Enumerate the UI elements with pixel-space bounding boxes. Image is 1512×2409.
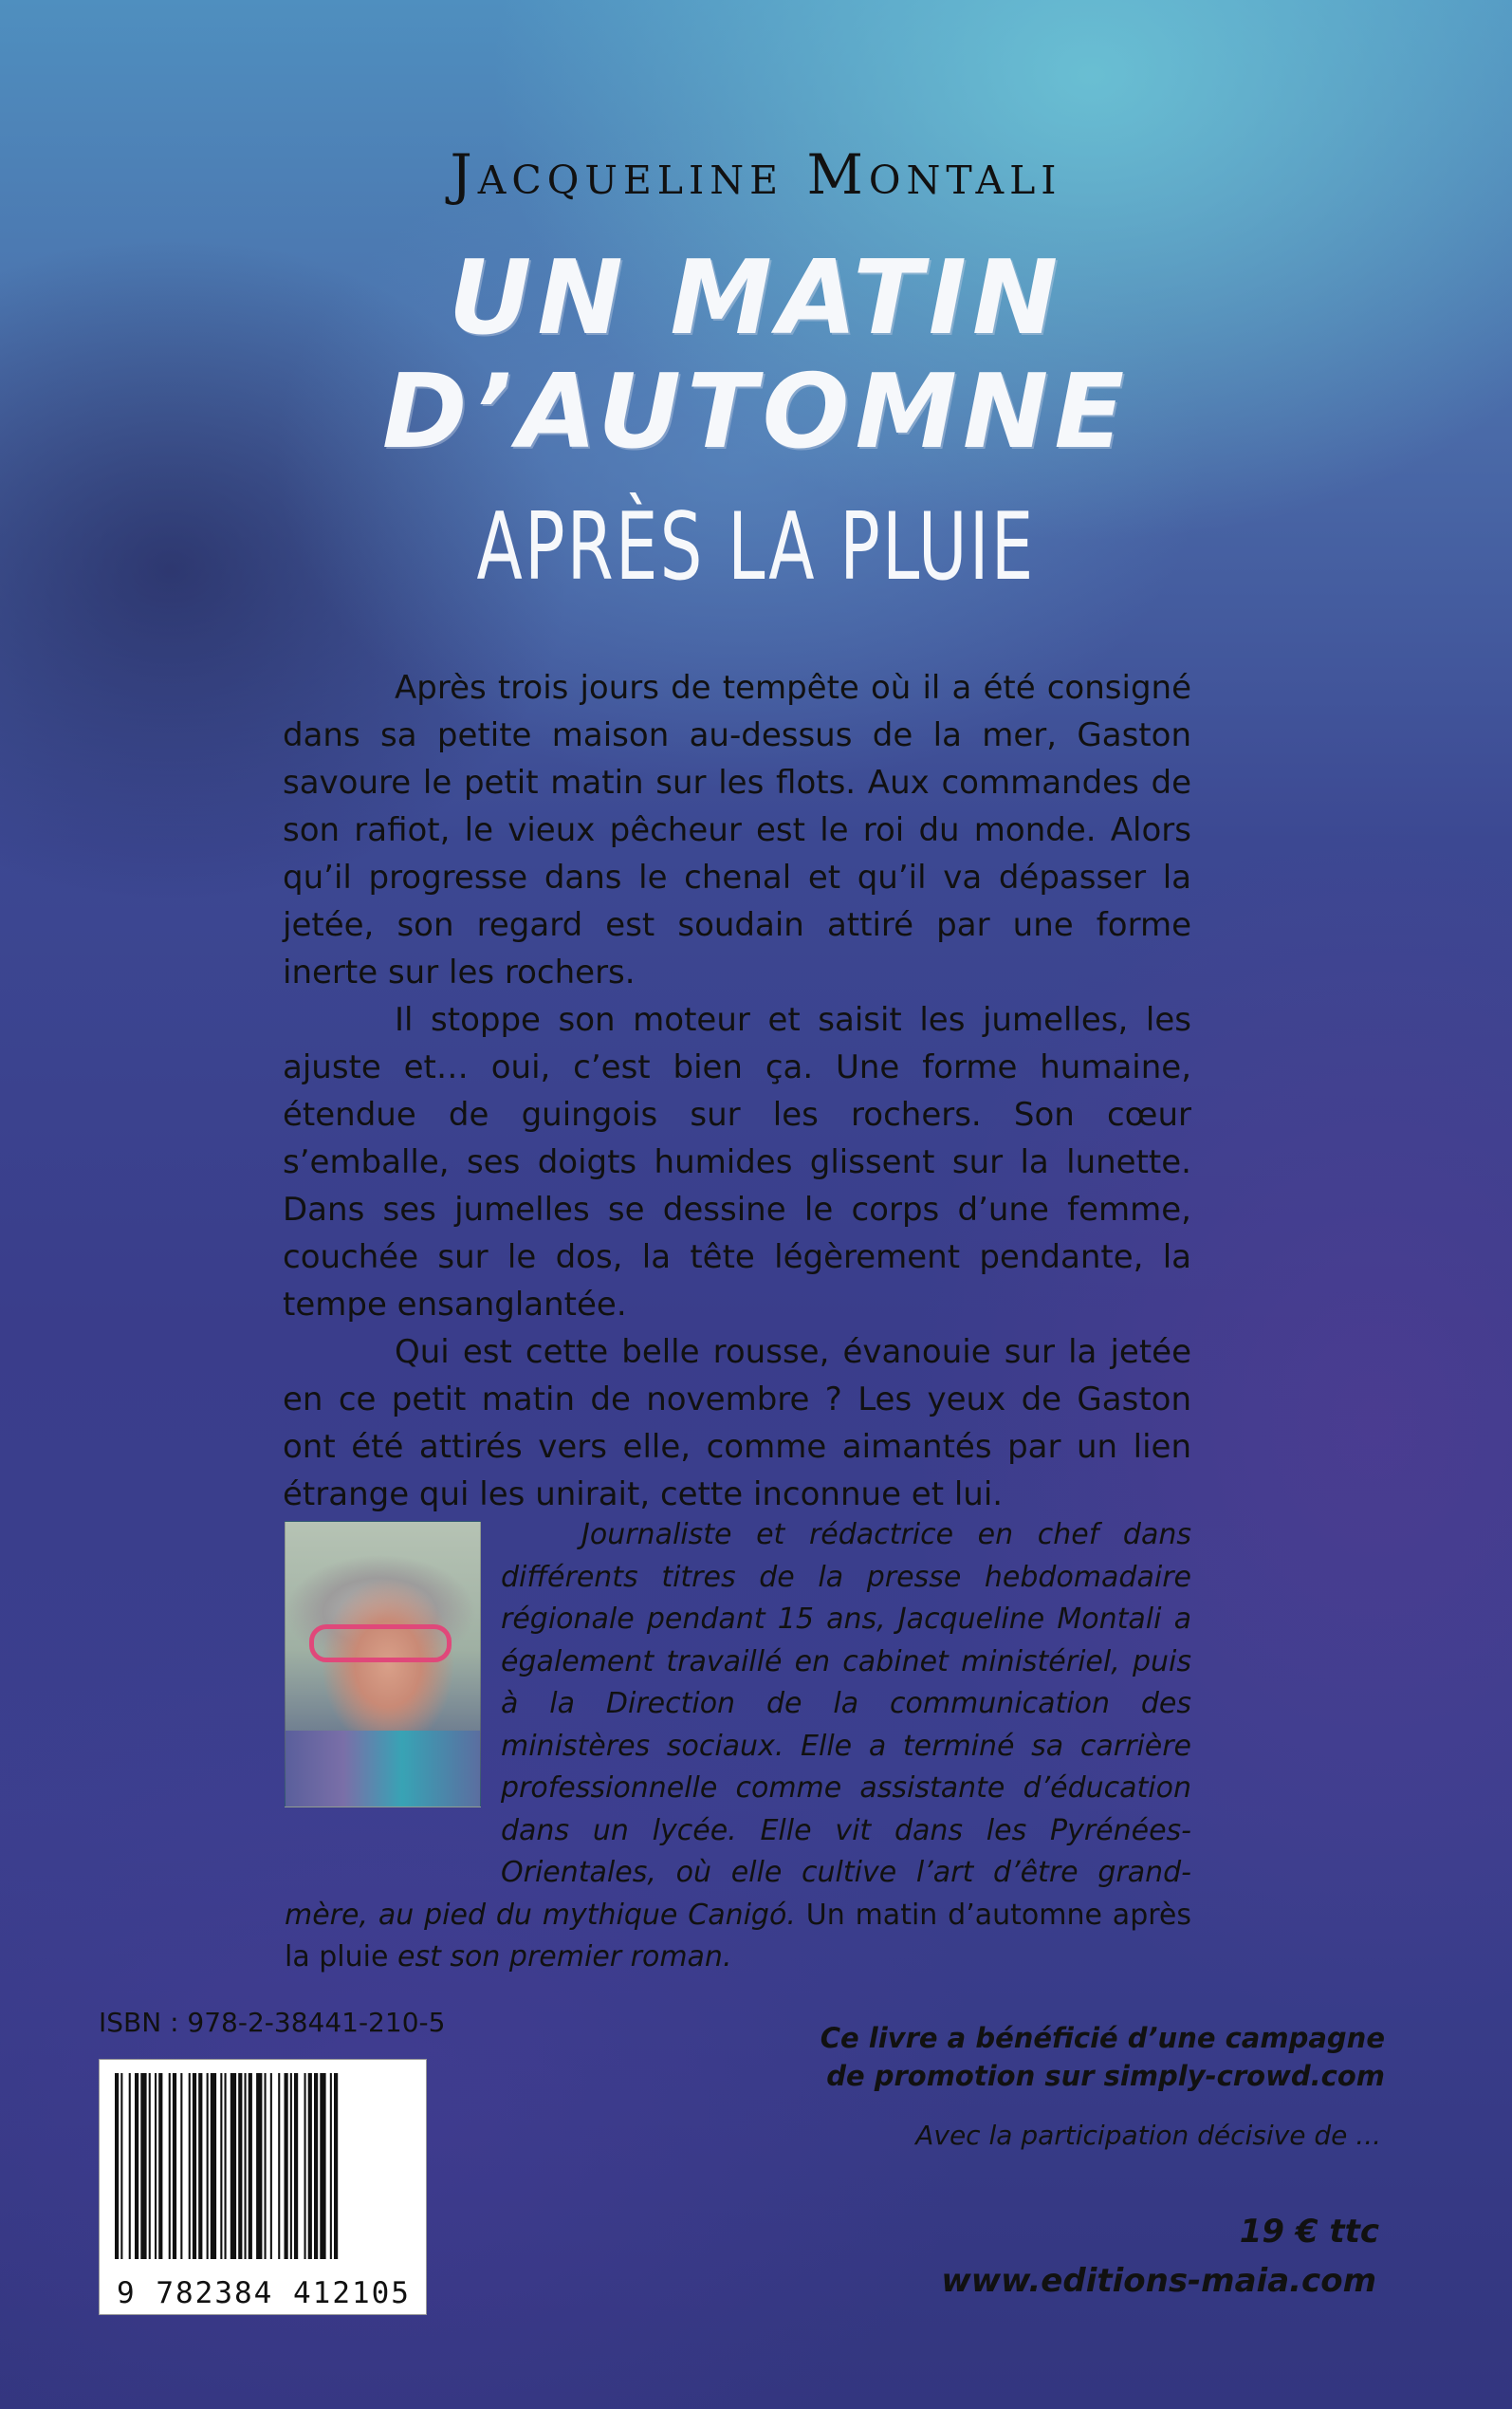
price: 19 € ttc (1239, 2213, 1379, 2251)
barcode-bar (334, 2073, 338, 2259)
title-line-1: UN MATIN (448, 239, 1064, 358)
barcode-bar (314, 2073, 318, 2259)
bio-text: Journaliste et rédactrice en chef dans différents titres de la presse hebdomadaire régionale pendant 15 ans, Jacqueline Montali a également travaillé en cabinet ministériel, puis à la Direction de la communication des ministères sociaux. Elle a terminé sa carrière professionnelle comme assistante d’éducation dans un lycée. Elle vit dans les Pyrénées-Orientales, où elle cultive l’art d’être grand-mère, au pied du mythique Canigó. (285, 1518, 1191, 1932)
barcode-bar (193, 2073, 196, 2259)
promo-line-2: de promotion sur simply-crowd.com (826, 2060, 1385, 2092)
barcode-bar (230, 2073, 236, 2259)
isbn-label: ISBN : 978-2-38441-210-5 (99, 2007, 446, 2038)
blurb-paragraph: Après trois jours de tempête où il a été consigné dans sa petite maison au-dessus de la mer, Gaston savoure le petit matin sur les flots. Aux commandes de son rafiot, le vieux pêcheur est le roi du monde. Alors qu’il progresse dans le chenal et qu’il va dépasser la jetée, son regard est soudain attiré par une forme inerte sur les rochers. (283, 669, 1191, 991)
barcode-bar (189, 2073, 191, 2259)
barcode-digits: 9 782384 412105 (117, 2276, 411, 2310)
barcode-bar (270, 2073, 272, 2259)
blurb (283, 664, 1191, 1518)
author-name: Jacqueline Montali (450, 142, 1062, 207)
barcode-bars (113, 2073, 415, 2259)
promo-line-1: Ce livre a bénéficié d’une campagne (820, 2022, 1385, 2054)
barcode-bar (211, 2073, 216, 2259)
book-subtitle: APRÈS LA PLUIE (476, 493, 1036, 602)
barcode (99, 2059, 427, 2315)
barcode-bar (304, 2073, 306, 2259)
barcode-bar (285, 2073, 288, 2259)
barcode-bar (278, 2073, 280, 2259)
barcode-bar (265, 2073, 267, 2259)
barcode-bar (225, 2073, 227, 2259)
barcode-bar (207, 2073, 209, 2259)
blurb-paragraph: Qui est cette belle rousse, évanouie sur la jetée en ce petit matin de novembre ? Les yeux de Gaston ont été attirés vers elle, comme aimantés par un lien étrange qui les unirait, cette inconnue et lui. (283, 1333, 1191, 1513)
barcode-bar (256, 2073, 262, 2259)
barcode-bar (120, 2073, 122, 2259)
publisher-website: www.editions-maia.com (941, 2262, 1376, 2300)
barcode-bar (308, 2073, 312, 2259)
promo-text (821, 2019, 1385, 2095)
bio-ending: est son premier roman. (397, 1940, 732, 1974)
participation-text: Avec la participation décisive de ... (915, 2120, 1381, 2151)
barcode-bar (180, 2073, 182, 2259)
barcode-bar (135, 2073, 138, 2259)
barcode-bar (290, 2073, 292, 2259)
barcode-bar (129, 2073, 131, 2259)
barcode-bar (115, 2073, 119, 2259)
barcode-bar (249, 2073, 252, 2259)
author-bio (285, 1514, 1191, 1979)
barcode-bar (149, 2073, 151, 2259)
barcode-bar (245, 2073, 247, 2259)
barcode-bar (320, 2073, 325, 2259)
bio-book-title: Un matin d’automne après la pluie (285, 1898, 1191, 1974)
barcode-bar (158, 2073, 162, 2259)
barcode-bar (198, 2073, 202, 2259)
barcode-bar (173, 2073, 176, 2259)
barcode-bar (220, 2073, 222, 2259)
title-line-2: D’AUTOMNE (381, 353, 1131, 472)
barcode-bar (294, 2073, 298, 2259)
barcode-bar (140, 2073, 146, 2259)
barcode-bar (155, 2073, 157, 2259)
book-title (0, 239, 1512, 472)
barcode-bar (169, 2073, 171, 2259)
barcode-bar (330, 2073, 332, 2259)
barcode-bar (238, 2073, 242, 2259)
blurb-paragraph: Il stoppe son moteur et saisit les jumelles, les ajuste et… oui, c’est bien ça. Une forme humaine, étendue de guingois sur les rochers. Son cœur s’emballe, ses doigts humides glissent sur la lunette. Dans ses jumelles se dessine le corps d’une femme, couchée sur le dos, la tête légèrement pendante, la tempe ensanglantée. (283, 1001, 1191, 1324)
